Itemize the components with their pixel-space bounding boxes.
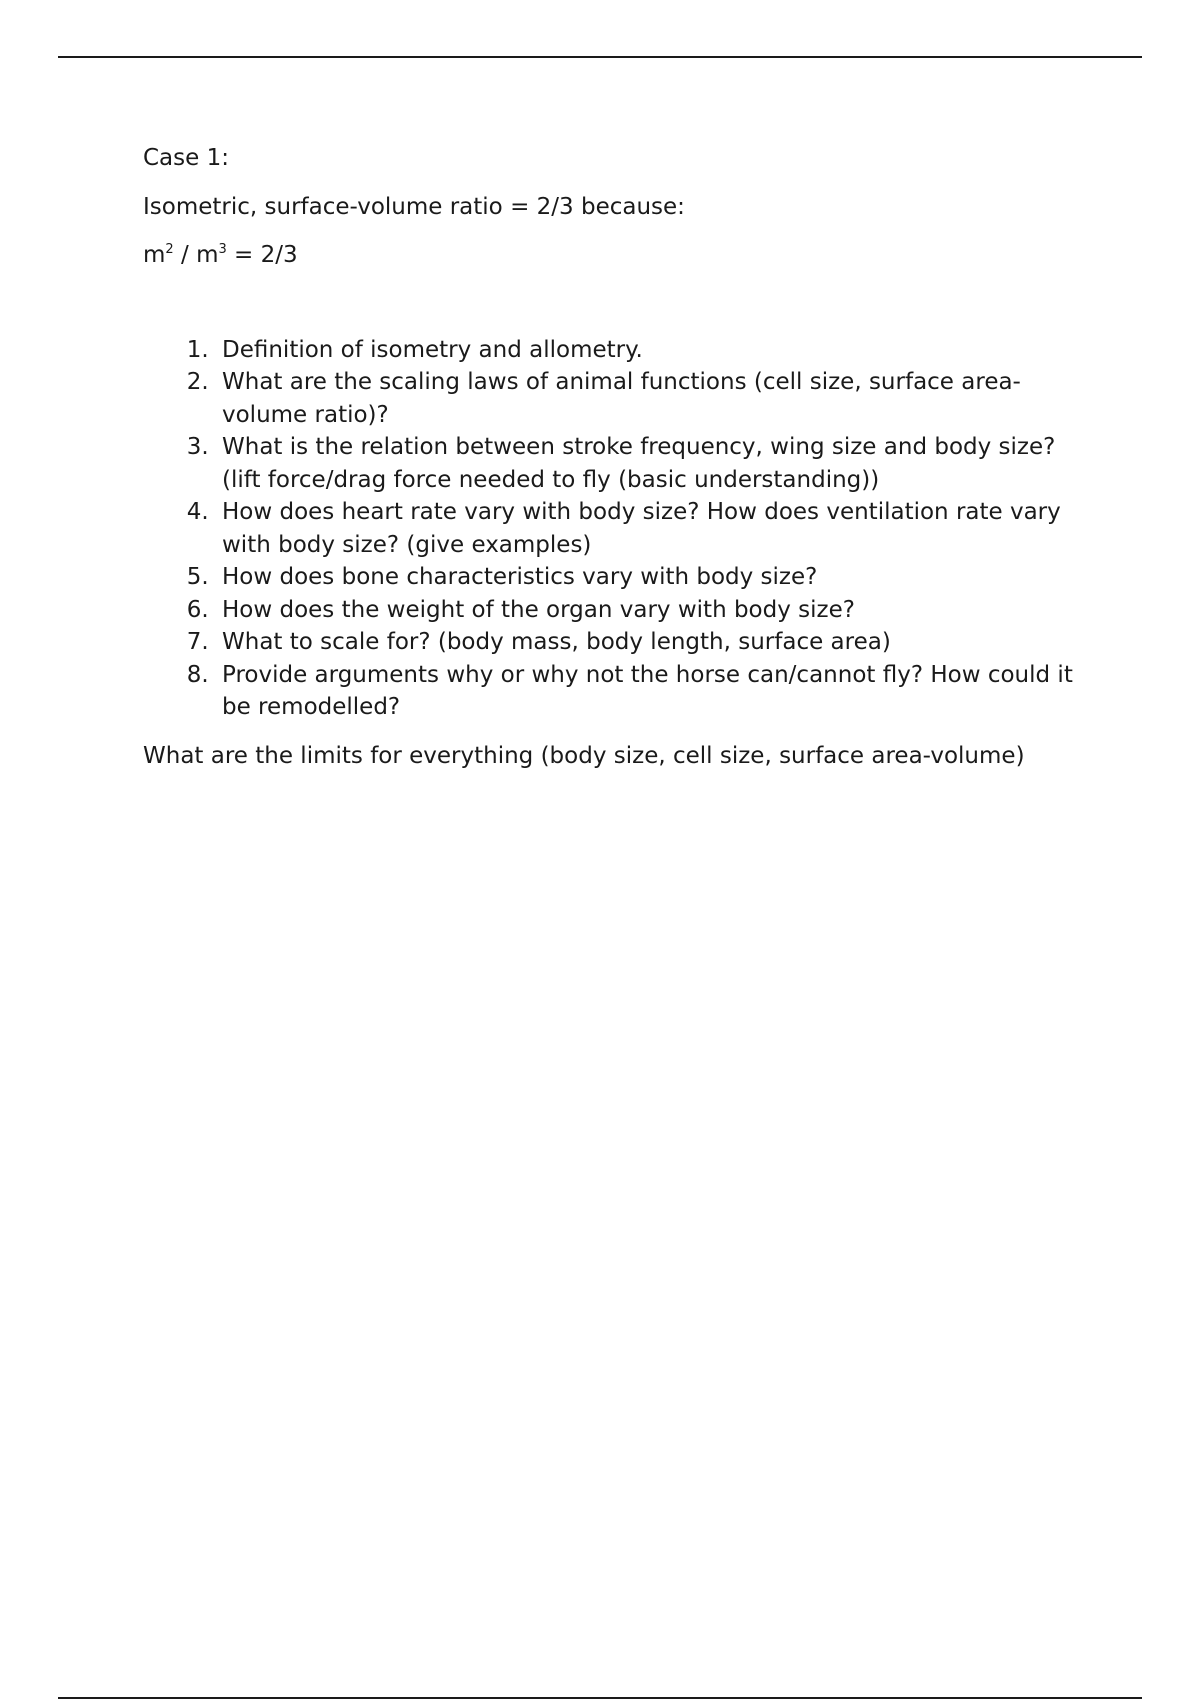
formula-result: = 2/3 (226, 242, 298, 268)
question-item: 4. How does heart rate vary with body size? How does ventilation rate vary with body size? (give examples) (216, 496, 1083, 561)
formula-base-1: m (143, 242, 166, 268)
spacer (143, 288, 1083, 334)
formula (143, 239, 1083, 272)
question-item: 2. What are the scaling laws of animal functions (cell size, surface area-volume ratio)? (216, 366, 1083, 431)
question-list (143, 334, 1083, 724)
isometric-statement: Isometric, surface-volume ratio = 2/3 because: (143, 193, 685, 220)
footer-rule (58, 1697, 1142, 1699)
question-item: 3. What is the relation between stroke frequency, wing size and body size? (lift force/drag force needed to fly (basic understanding)) (216, 431, 1083, 496)
question-item: 7. What to scale for? (body mass, body length, surface area) (216, 626, 1083, 659)
limits-statement: What are the limits for everything (body size, cell size, surface area-volume) (143, 742, 1025, 769)
question-item: 1. Definition of isometry and allometry. (216, 334, 1083, 367)
formula-exponent-2: 3 (218, 242, 227, 257)
header-rule (58, 56, 1142, 58)
case-heading: Case 1: (143, 145, 229, 171)
question-item: 8. Provide arguments why or why not the horse can/cannot fly? How could it be remodelled? (216, 659, 1083, 724)
formula-divider: / (173, 242, 197, 268)
question-item: 6. How does the weight of the organ vary with body size? (216, 594, 1083, 627)
formula-exponent-1: 2 (165, 242, 174, 257)
question-item: 5. How does bone characteristics vary with body size? (216, 561, 1083, 594)
document-body (143, 142, 1083, 788)
formula-base-2: m (196, 242, 219, 268)
